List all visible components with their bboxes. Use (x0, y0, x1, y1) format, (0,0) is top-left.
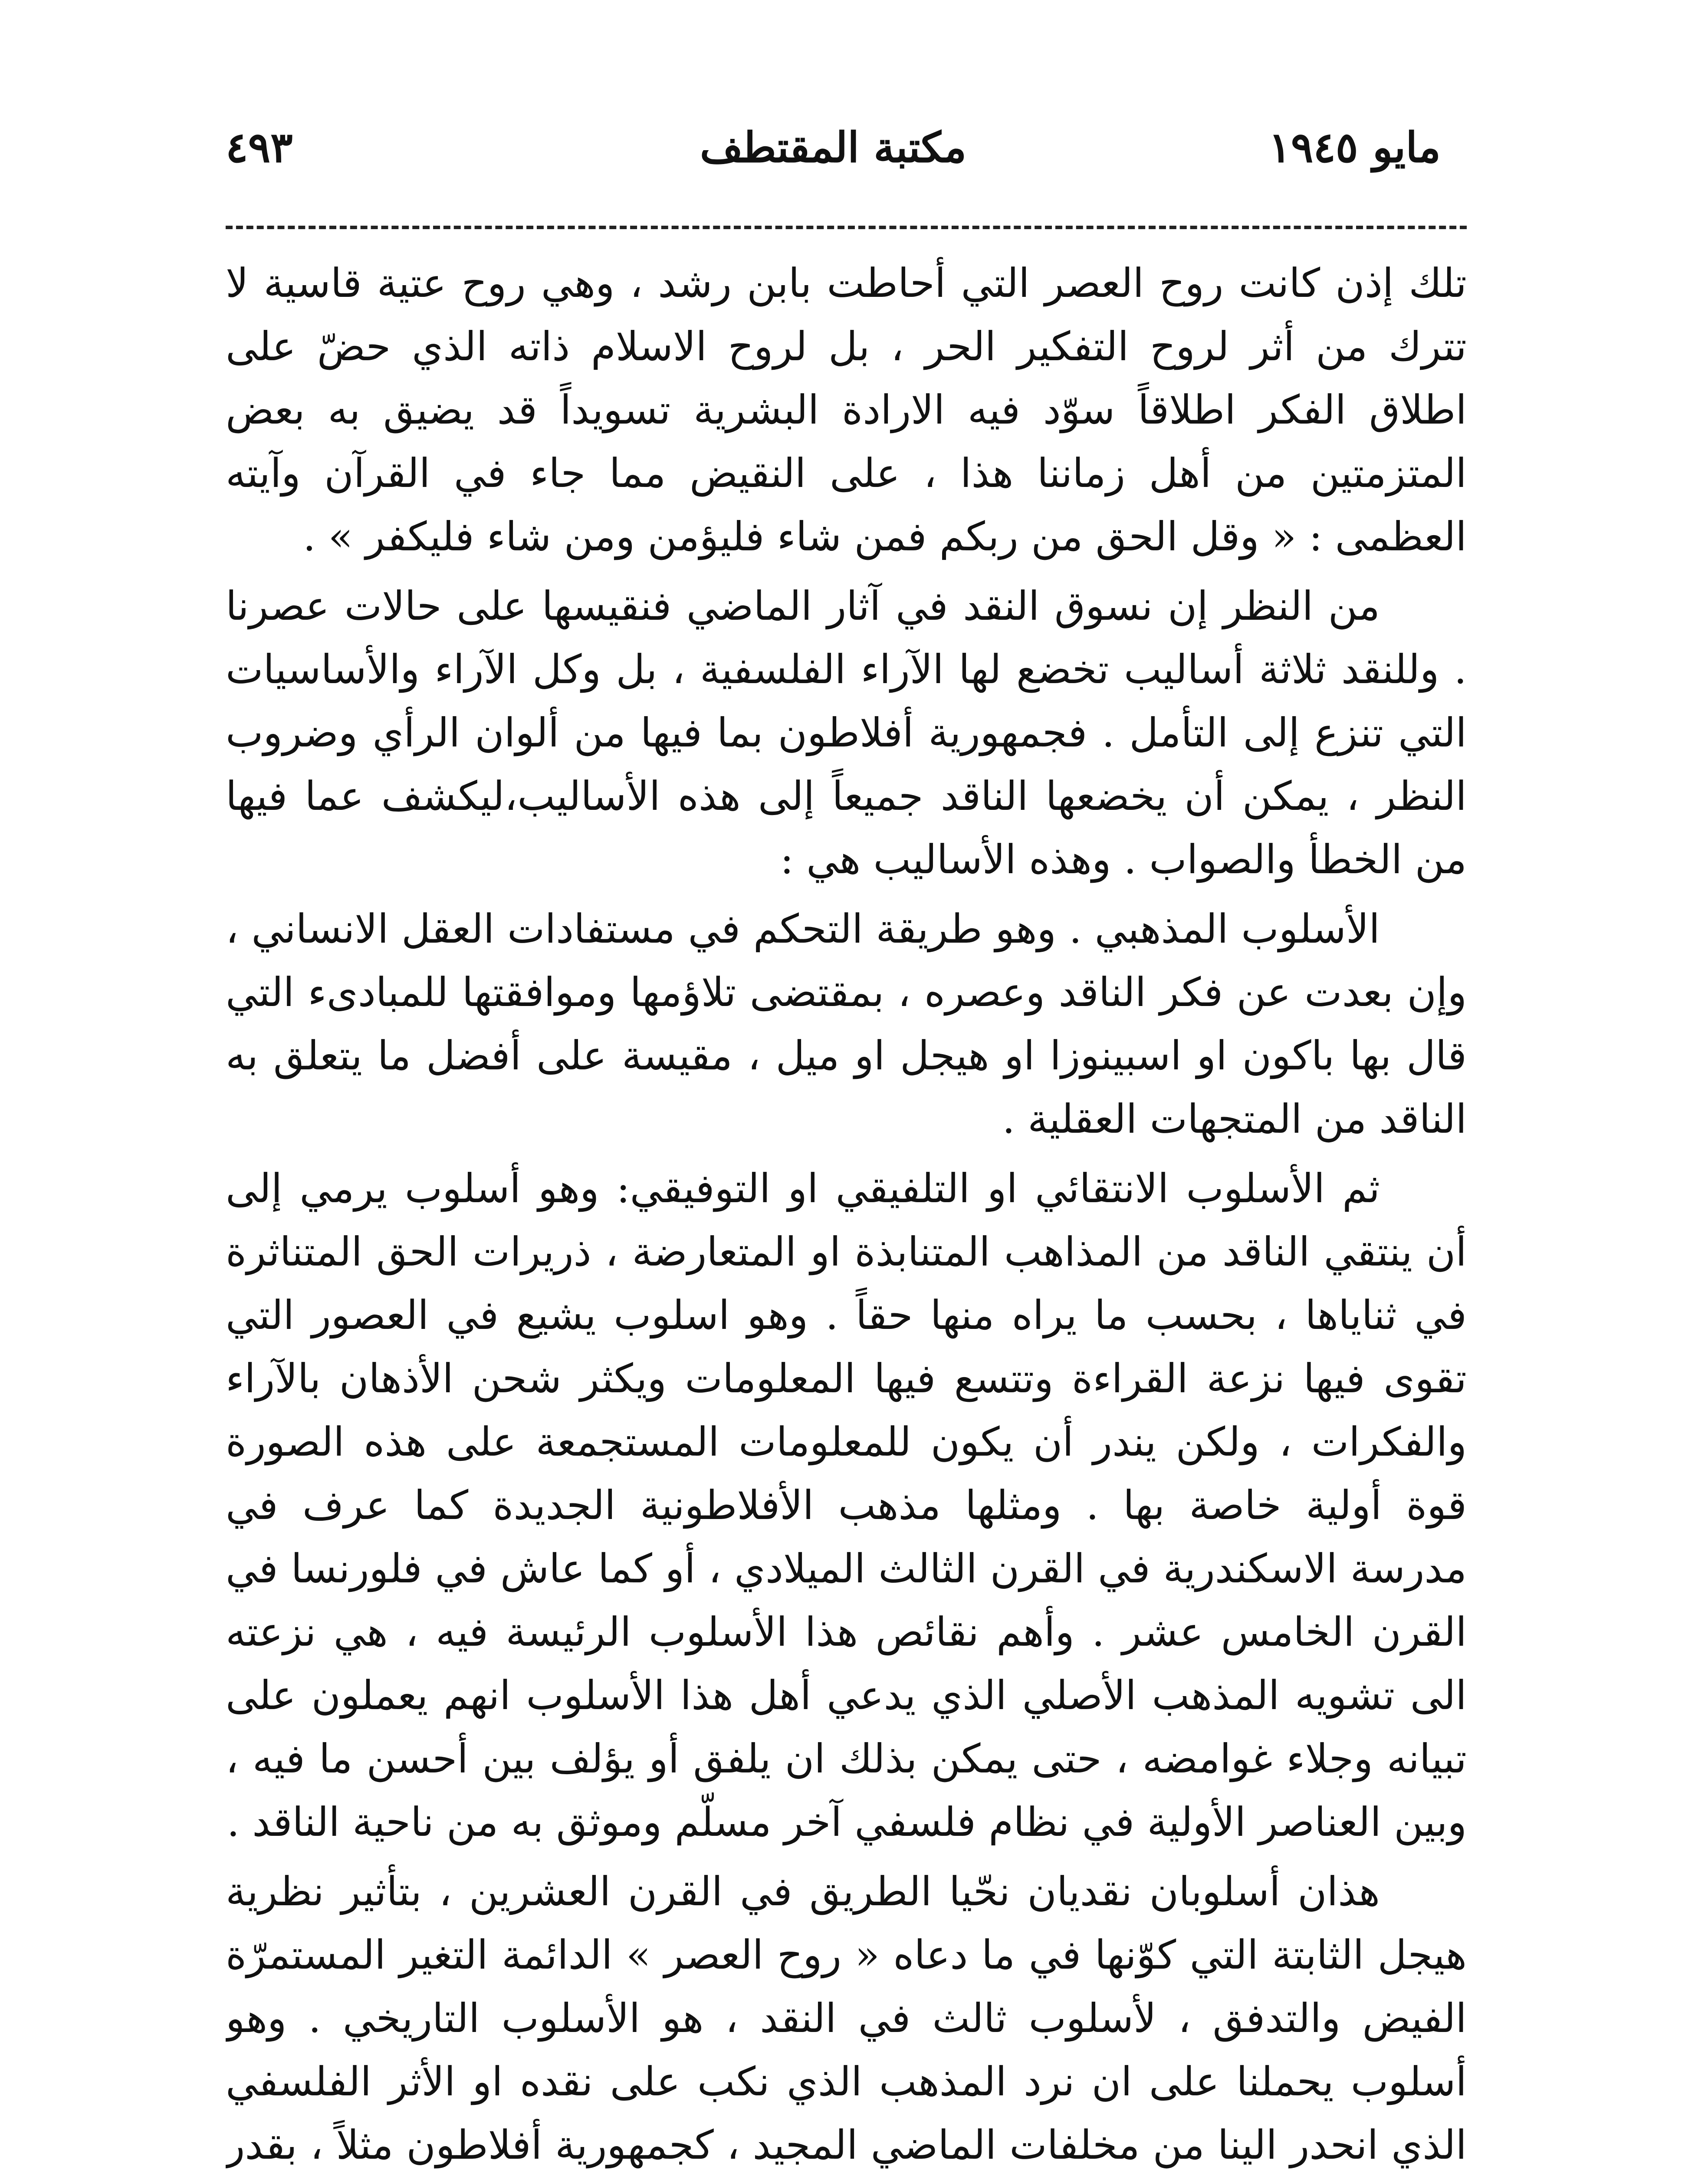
header-date: مايو ١٩٤٥ (1268, 123, 1441, 172)
paragraph-3: الأسلوب المذهبي . وهو طريقة التحكم في مستفادات العقل الانساني ، وإن بعدت عن فكر الناقد وعصره ، بمقتضى تلاؤمها وموافقتها للمبادىء التي قال بها باكون او اسبينوزا او هيجل او ميل ، مقيسة على أفضل ما يتعلق به الناقد من المتجهات العقلية . (226, 906, 1467, 1142)
paragraph-1: تلك إذن كانت روح العصر التي أحاطت بابن رشد ، وهي روح عتية قاسية لا تترك من أثر لروح التفكير الحر ، بل لروح الاسلام ذاته الذي حضّ على اطلاق الفكر اطلاقاً سوّد فيه الارادة البشرية تسويداً قد يضيق به بعض المتزمتين من أهل زماننا هذا ، على النقيض مما جاء في القرآن وآيته العظمى : « وقل الحق من ربكم فمن شاء فليؤمن ومن شاء فليكفر » . (226, 260, 1467, 560)
paragraph-5: هذان أسلوبان نقديان نحّيا الطريق في القرن العشرين ، بتأثير نظرية هيجل الثابتة التي كوّنها في ما دعاه « روح العصر » الدائمة التغير المستمرّة الفيض والتدفق ، لأسلوب ثالث في النقد ، هو الأسلوب التاريخي . وهو أسلوب يحملنا على ان نرد المذهب الذي نكب على نقده او الأثر الفلسفي الذي انحدر الينا من مخلفات الماضي المجيد ، كجمهورية أفلاطون مثلاً ، بقدر (226, 1868, 1467, 2168)
header-page-number: ٤٩٣ (226, 123, 293, 172)
paragraph-2: من النظر إن نسوق النقد في آثار الماضي فنقيسها على حالات عصرنا . وللنقد ثلاثة أساليب تخضع لها الآراء الفلسفية ، بل وكل الآراء والأساسيات التي تنزع إلى التأمل . فجمهورية أفلاطون بما فيها من ألوان الرأي وضروب النظر ، يمكن أن يخضعها الناقد جميعاً إلى هذه الأساليب،ليكشف عما فيها من الخطأ والصواب . وهذه الأساليب هي : (226, 583, 1467, 883)
page-header (226, 113, 1441, 182)
article-body (226, 252, 1467, 2170)
header-section-title: مكتبة المقتطف (700, 123, 967, 172)
header-divider (226, 226, 1467, 229)
paragraph-4: ثم الأسلوب الانتقائي او التلفيقي او التوفيقي: وهو أسلوب يرمي إلى أن ينتقي الناقد من المذاهب المتنابذة او المتعارضة ، ذريرات الحق المتناثرة في ثناياها ، بحسب ما يراه منها حقاً . وهو اسلوب يشيع في العصور التي تقوى فيها نزعة القراءة وتتسع فيها المعلومات ويكثر شحن الأذهان بالآراء والفكرات ، ولكن يندر أن يكون للمعلومات المستجمعة على هذه الصورة قوة أولية خاصة بها . ومثلها مذهب الأفلاطونية الجديدة كما عرف في مدرسة الاسكندرية في القرن الثالث الميلادي ، أو كما عاش في فلورنسا في القرن الخامس عشر . وأهم نقائص هذا الأسلوب الرئيسة فيه ، هي نزعته الى تشويه المذهب الأصلي الذي يدعي أهل هذا الأسلوب انهم يعملون على تبيانه وجلاء غوامضه ، حتى يمكن بذلك ان يلفق أو يؤلف بين أحسن ما فيه ، وبين العناصر الأولية في نظام فلسفي آخر مسلّم وموثق به من ناحية الناقد . (226, 1165, 1467, 1845)
